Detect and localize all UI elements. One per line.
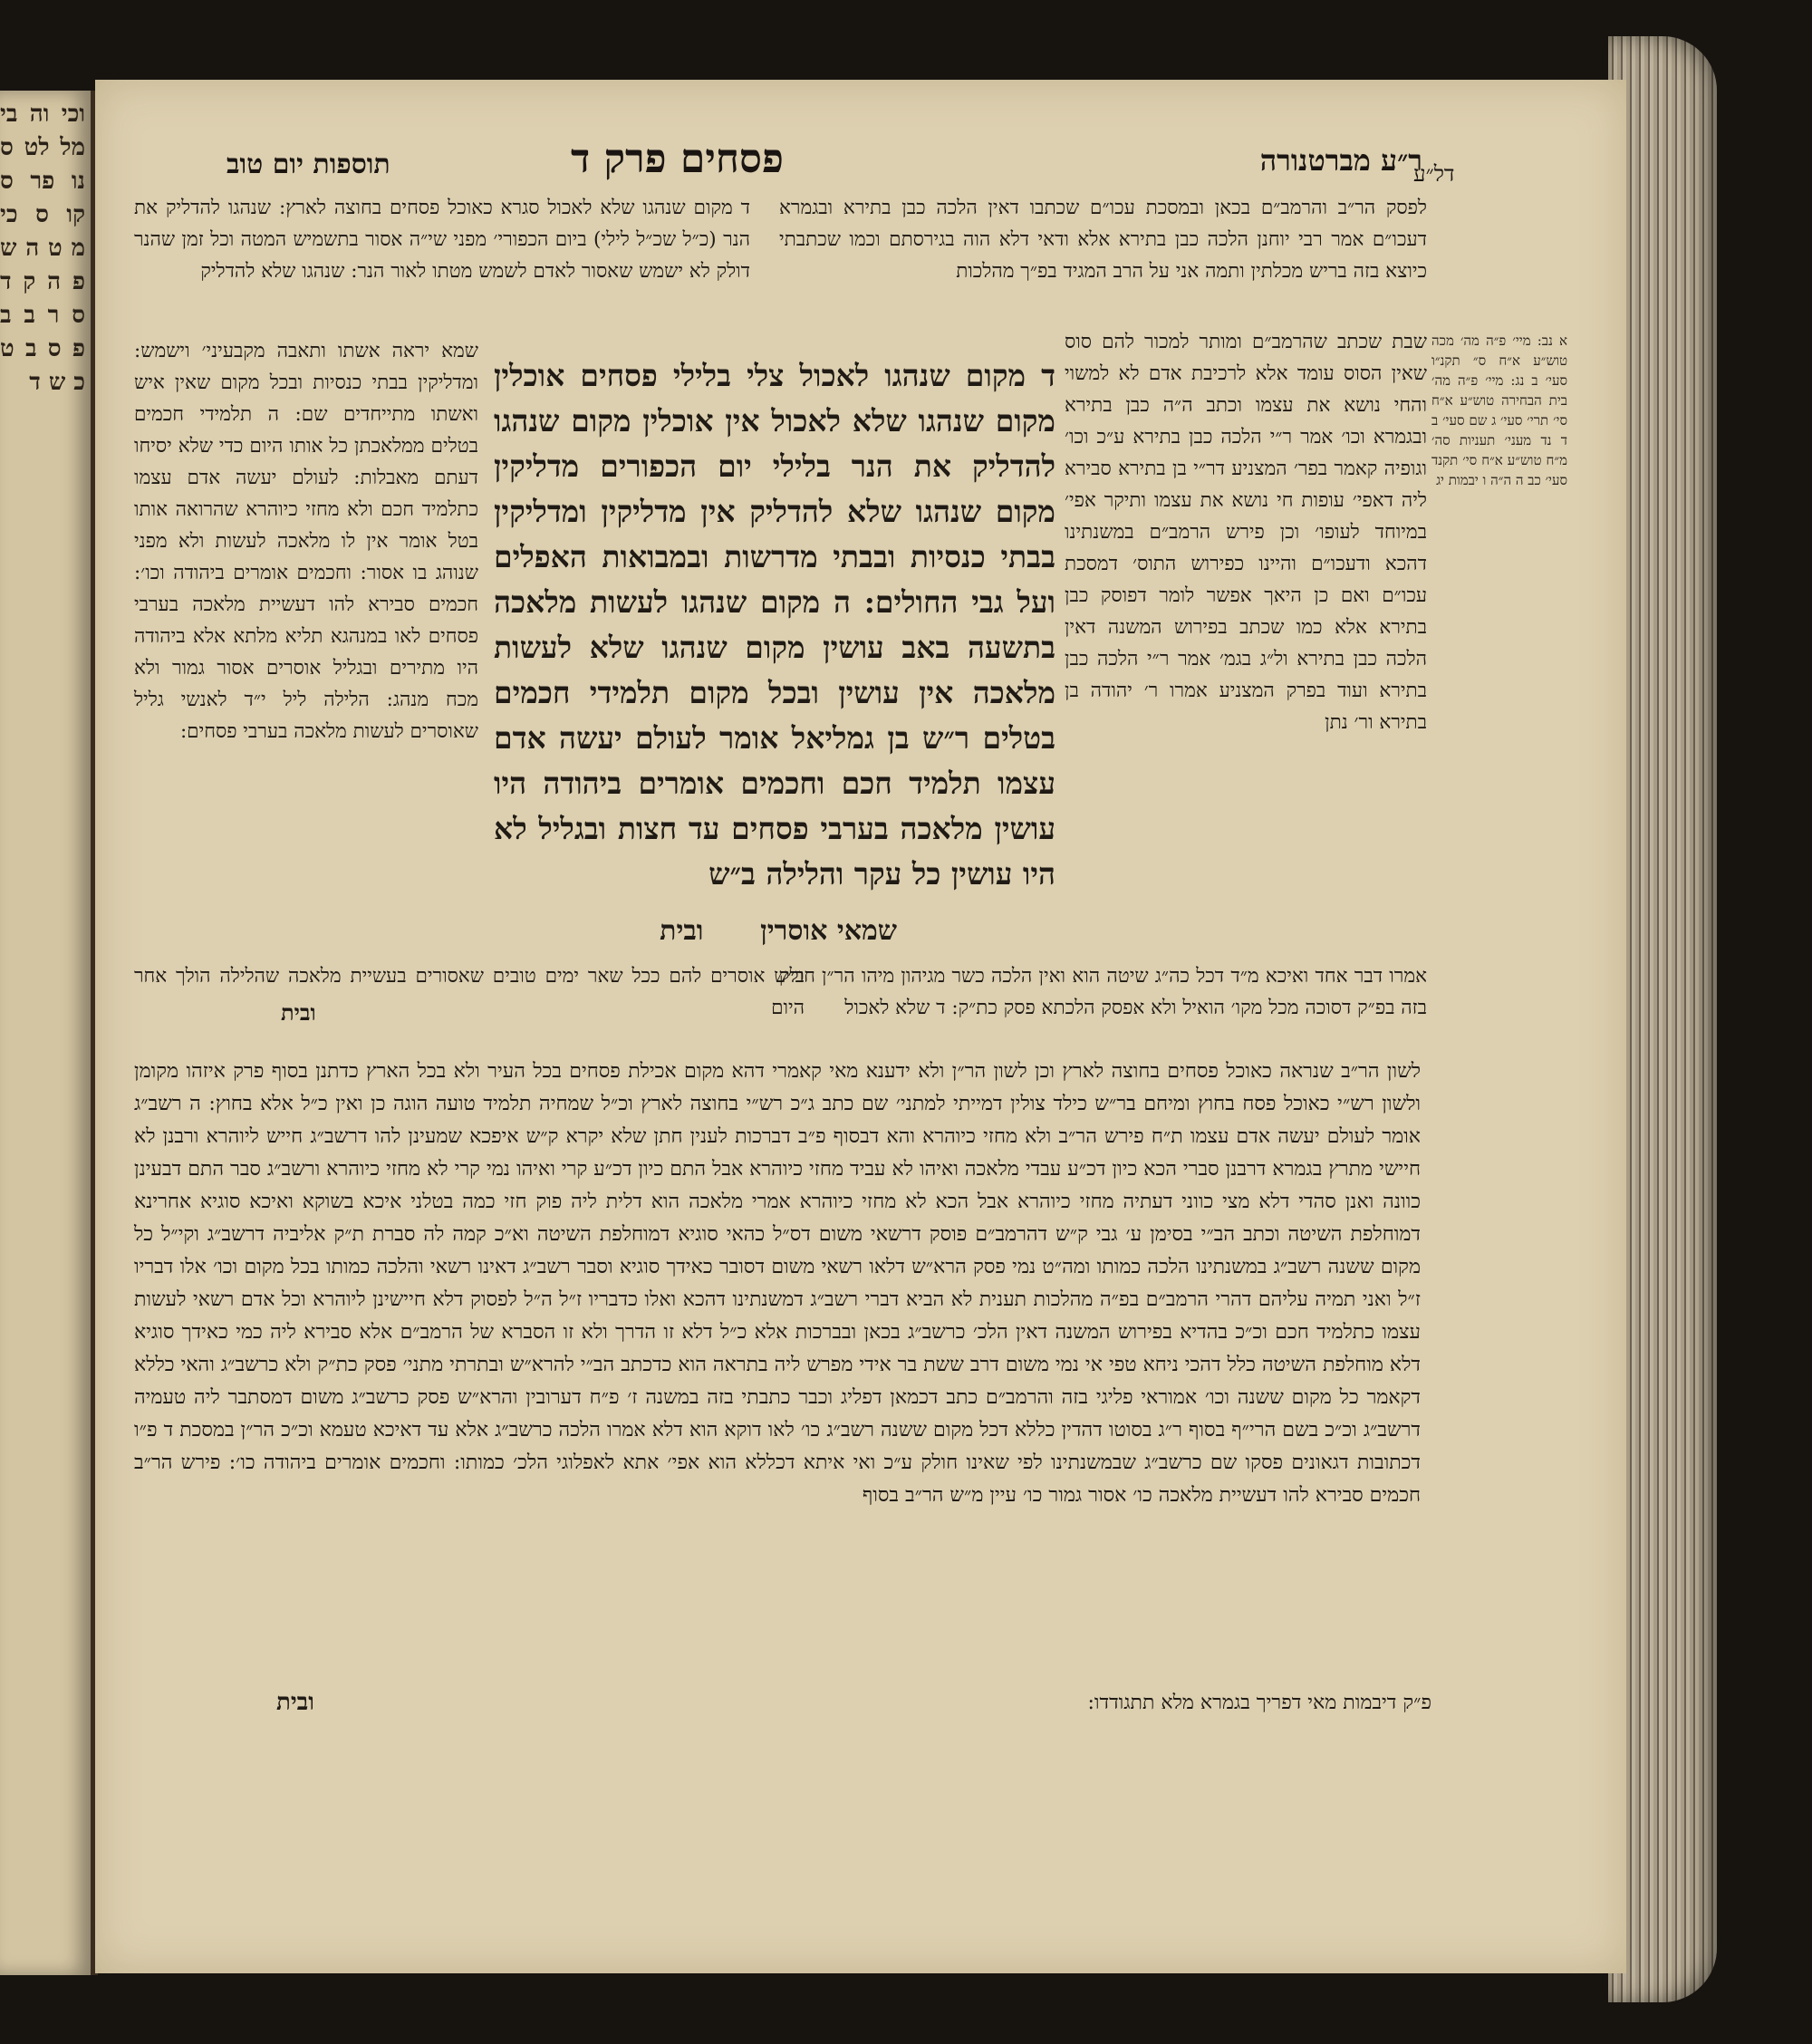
mishnah-text: ד מקום שנהגו לאכול צלי בלילי פסחים אוכלין מקום שנהגו שלא לאכול אין אוכלין מקום שנהגו להדליק את הנר בלילי יום הכפורים מדליקין מקום שנהגו שלא להדליק אין מדליקין ומדליקין בבתי כנסיות ובבתי מדרשות ובמבואות האפלים ועל גבי החולים: ה מקום שנהגו לעשות מלאכה בתשעה באב עושין מקום שנהגו שלא לעשות מלאכה אין עושין ובכל מקום תלמידי חכמים בטלים ר״ש בן גמליאל אומר לעולם יעשה אדם עצמו תלמיד חכם וחכמים אומרים ביהודה היו עושין מלאכה בערבי פסחים עד חצות ובגליל לא היו עושין כל עקר והלילה ב״ש <box>494 358 1055 892</box>
bottom-last-line: פ״ק דיבמות מאי דפריך בגמרא מלא תתגודדו: <box>1087 1692 1431 1714</box>
mishnah-catchwords <box>580 915 897 951</box>
tosafot-column <box>134 335 478 960</box>
left-page-text: וכי וה בי מל לט ס נו פר ס קו ס כי מ ט ה ש פ ה ק ד ס ר ב ב פ ס ב ט כ ש ד <box>0 101 85 396</box>
tosafot-catchword: ובית <box>281 999 316 1026</box>
left-page-edge <box>0 91 98 1975</box>
header-center-title: פסחים פרק ד <box>571 136 784 182</box>
mishnah-catchword-2: ובית <box>660 915 704 947</box>
bottom-commentary <box>134 1056 1421 1690</box>
header-left-title: תוספות יום טוב <box>226 149 390 180</box>
bartenura-top-text: לפסק הר״ב והרמב״ם בכאן ובמסכת עכו״ם שכתבו דאין הלכה כבן בתירא ובגמרא דעכו״ם אמר רבי יוחנן הלכה כבן בתירא אלא ודאי דלא הוה בגירסתם וכמו שכתבתי כיוצא בזה בריש מכלתין ותמה אני על הרב המגיד בפ״ך מהלכות <box>779 197 1427 283</box>
mishnah-block <box>494 353 1055 897</box>
bartenura-mid-block <box>779 960 1427 1060</box>
folio-number: דל״ע <box>1413 161 1455 187</box>
margin-notes <box>1431 331 1567 729</box>
bartenura-top-block <box>779 192 1427 328</box>
tosafot-mid-text: ב״ש אוסרים להם ככל שאר ימים טובים שאסורים בעשיית מלאכה שהלילה הולך אחר היום <box>134 965 805 1019</box>
tosafot-top-text: ד מקום שנהגו שלא לאכול סגרא כאוכל פסחים בחוצה לארץ: שנהגו להדליק את הנר (כ״ל שכ״ל לילי) ביום הכפורי׳ מפני שי״ה אסור בתשמיש המטה וכל זמן שהנר דולק לא ישמש שאסור לאדם לשמש מטתו לאור הנר: שנהגו שלא להדליק <box>134 197 750 283</box>
bartenura-right-column <box>1065 326 1427 888</box>
bartenura-mid-text: אמרו דבר אחד ואיכא מ״ד דכל כה״ג שיטה הוא ואין הלכה כשר מגיהון מיהו הר״ן חולק בזה בפ״ק דסוכה מכל מקו׳ הואיל ולא אפסק הלכתא פסק כת״ק: ד שלא לאכול <box>779 965 1427 1019</box>
tosafot-mid-block <box>134 960 805 1042</box>
margin-notes-text: א נב: מיי׳ פ״ה מה׳ מכה טוש״ע א״ח ס״ תקנ״ו סעי׳ ב נג: מיי׳ פ״ה מה׳ בית הבחירה טוש״ע א״ח סי׳ תרי׳ סעי׳ ג שם סעי׳ ב ד נד מעני׳ תעניות סה׳ מ״ח טוש״ע א״ח סי׳ תקנד סעי׳ כב ה ה״ה ו יבמות יג <box>1431 333 1567 488</box>
bartenura-right-text: שבת שכתב שהרמב״ם ומותר למכור להם סוס שאין הסוס עומד אלא לרכיבת אדם לא למשוי והחי נושא את עצמו וכתב ה״ה כבן בתירא ובגמרא וכו׳ אמר ר״י הלכה כבן בתירא ע״כ וכו׳ וגופיה קאמר בפר׳ המצניע דר״י בן בתירא סבירא ליה דאפי׳ עופות חי נושא את עצמו ותיקר אפי׳ במיוחד לעופו׳ וכן פירש הרמב״ם במשנתינו דהכא ודעכו״ם והיינו כפירוש התוס׳ דמסכת עכו״ם ואם כן היאך אפשר לומר דפוסק כבן בתירא אלא כמו שכתב בפירוש המשנה דאין הלכה כבן בתירא ול״ג בגמ׳ אמר ר״י הלכה כבן בתירא ועוד בפרק המצניע אמרו ר׳ יהודה בן בתירא ור׳ נתן <box>1065 331 1427 734</box>
bottom-catchword: ובית <box>276 1689 314 1716</box>
tosafot-column-text: שמא יראה אשתו ותאבה מקבעיני׳ וישמש: ומדליקין בבתי כנסיות ובכל מקום שאין איש ואשתו מתייחדים שם: ה תלמידי חכמים בטלים ממלאכתן כל אותו היום כדי שלא יסיחו דעתם מאבלות: לעולם יעשה אדם עצמו כתלמיד חכם ולא מחזי כיוהרא שהרואה אותו בטל אומר אין לו מלאכה לעשות ולא מפני שנוהג בו אסור: וחכמים אומרים ביהודה וכו׳: חכמים סבירא להו דעשיית מלאכה בערבי פסחים לאו במנהגא תליא מלתא אלא ביהודה היו מתירים ובגליל אוסרים אסור גמור ולא מכח מנהג: הלילה ליל י״ד לאנשי גליל שאוסרים לעשות מלאכה בערבי פסחים: <box>134 340 478 743</box>
page-header <box>226 136 1422 190</box>
tosafot-top-block <box>134 192 750 346</box>
mishnah-catchword-1: שמאי אוסרין <box>760 915 897 947</box>
header-right-title: ר״ע מברטנורה <box>1259 143 1422 178</box>
bottom-commentary-text: לשון הר״ב שנראה כאוכל פסחים בחוצה לארץ וכן לשון הר״ן ולא ידענא מאי קאמרי דהא מקום אכילת פסחים בכל העיר ולא בכל הארץ כדתנן בסוף פרק איזהו מקומן ולשון רש״י כאוכל פסח בחוץ ומיחם בר״ש כילד צולין דמייתי למתני׳ שם כתב ג״כ רש״י בחוצה לארץ וכ״ל שמחיה תלמיד טועה הוגה כן ואין כ״ל אלא בחוץ: ה רשב״ג אומר לעולם יעשה אדם עצמו ת״ח פירש הר״ב ולא מחזי כיוהרא והא דבסוף פ״ב דברכות לענין חתן שלא יקרא ק״ש איפכא שמעינן להו דרשב״ג חייש ליוהרא ורבנן לא חיישי מתרץ בגמרא דרבנן סברי הכא כיון דכ״ע עבדי מלאכה ואיהו לא עביד מחזי כיוהרא אבל התם כיון דכ״ע קרי ואיהו נמי קרי לא מחזי כיוהרא ורשב״ג סבר התם דבעינן כוונה ואנן סהדי דלא מצי כווני דעתיה מחזי כיוהרא אבל הכא לא מחזי כיוהרא אמרי מלאכה הוא דלית ליה פוק חזי כמה בטלני איכא בשוקא ואיכא סוגיא אחרינא דמוחלפת השיטה וכתב הב״י בסימן ע׳ גבי ק״ש דהרמב״ם פוסק דרשאי משום דס״ל כהאי סוגיא דמוחלפת השיטה וא״כ קמה לה סברת ת״ק אליביה דרשב״ג וקי״ל כל מקום ששנה רשב״ג במשנתינו הלכה כמותו ומה״ט נמי פסק הרא״ש דלאו רשאי משום דסובר כאידך סוגיא וסבר רשב״ג דאינו רשאי והלכה כמותו בכל מקום וכו׳ אלו דבריו ז״ל ואני תמיה עליהם דהרי הרמב״ם בפ״ה מהלכות תענית לא הביא דברי רשב״ג דמשנתינו דהכא ואלו כדבריו ז״ל ה״ל לפסוק דלא חיישינן ליוהרא וכל אדם רשאי לעשות עצמו כתלמיד חכם וכ״כ בהדיא בפירוש המשנה דאין הלכ׳ כרשב״ג בכאן ובברכות אלא כ״ל דלא זו הדרך ולא זו הסברא של הרמב״ם אלא סבירא ליה כמי כאידך סוגיא דלא מוחלפת השיטה כלל דהכי ניחא טפי אי נמי משום דרב ששת בר אידי מפרש ליה בתראה הוא כדכתב הב״י להרא״ש ובתרתי מתני׳ פסק כת״ק ולא כרשב״ג והאי כללא דקאמר כל מקום ששנה וכו׳ אמוראי פליגי בזה והרמב״ם כתב דכמאן דפליג וכבר כתבתי בזה במשנה ז׳ פ״ח דערובין והרא״ש פסק כרשב״ג משום דמסתבר ליה טעמיה דרשב״ג וכ״כ בשם הרי״ף בסוף ר״ג בסוטו דהדין כללא דכל מקום ששנה רשב״ג כו׳ לאו דוקא הוא דלא אמרו הלכה כרשב״ג אלא עד דאיכא טעמא וכ״כ הר״ן במסכת ד פ״ו דכתובות דגאונים פסקו שם כרשב״ג שבמשנתינו לפי שאינו חולק ע״כ ואי איתא דכללא הוא אפי׳ אתא לאפלוגי הלכ׳ כמותו: וחכמים אומרים ביהודה כו׳: פירש הר״ב חכמים סבירא להו דעשיית מלאכה כו׳ אסור גמור כו׳ עיין מ״ש הר״ב בסוף <box>134 1060 1422 1507</box>
